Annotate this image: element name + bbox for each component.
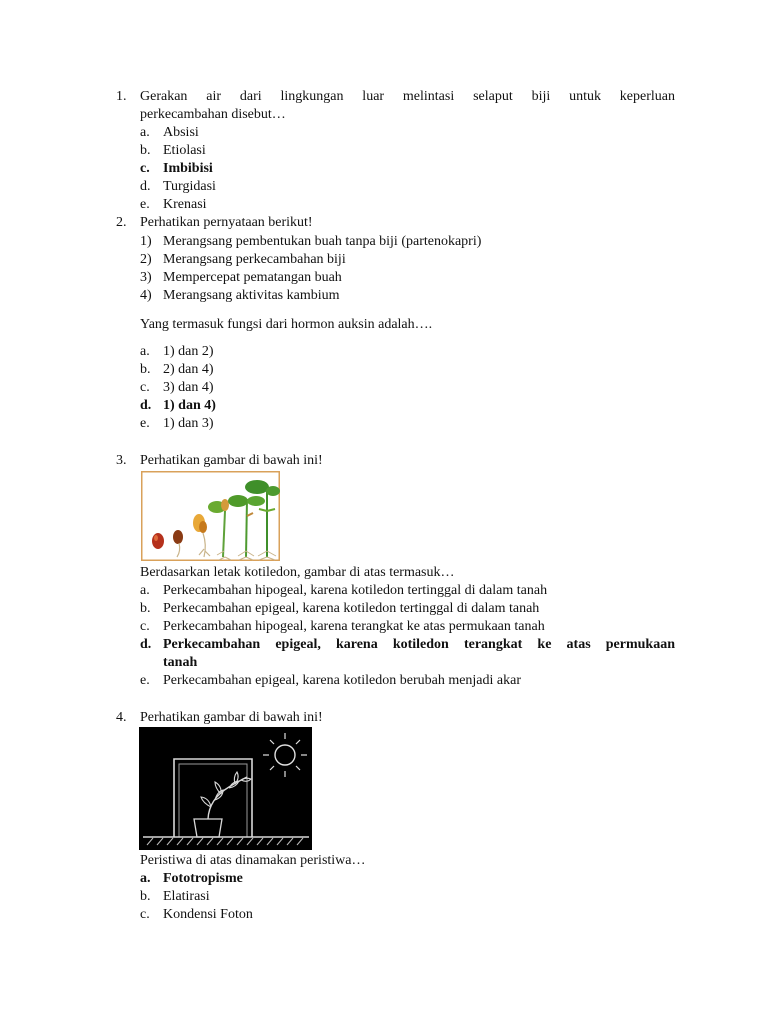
- q2-statement-1-mark: 1): [140, 234, 152, 249]
- q3-option-a: Perkecambahan hipogeal, karena kotiledon tertinggal di dalam tanah: [163, 583, 548, 598]
- q4-question: Peristiwa di atas dinamakan peristiwa…: [140, 853, 366, 868]
- seedling-stages-illustration: [141, 471, 280, 561]
- q3-option-c-mark: c.: [140, 619, 150, 634]
- phototropism-figure: [139, 727, 312, 850]
- q2-statement-1: Merangsang pembentukan buah tanpa biji (partenokapri): [163, 234, 482, 249]
- q1-number: 1.: [116, 89, 127, 104]
- q1-option-b-mark: b.: [140, 143, 151, 158]
- q4-option-b-mark: b.: [140, 889, 151, 904]
- q4-number: 4.: [116, 710, 127, 725]
- q3-stem: Perhatikan gambar di bawah ini!: [140, 453, 323, 468]
- q2-question: Yang termasuk fungsi dari hormon auksin adalah….: [140, 317, 433, 332]
- q3-option-d-mark: d.: [140, 637, 152, 652]
- q1-option-d-mark: d.: [140, 179, 151, 194]
- q2-number: 2.: [116, 215, 127, 230]
- q2-statement-4-mark: 4): [140, 288, 152, 303]
- plant-bending-to-sun-illustration: [139, 727, 312, 850]
- q1-option-a: Absisi: [163, 125, 199, 140]
- q1-option-c-answer: Imbibisi: [163, 161, 213, 176]
- q1-stem-line1: Gerakan air dari lingkungan luar melintasi selaput biji untuk keperluan: [140, 89, 675, 104]
- q2-stem: Perhatikan pernyataan berikut!: [140, 215, 313, 230]
- q2-option-e-mark: e.: [140, 416, 150, 431]
- q2-option-a-mark: a.: [140, 344, 150, 359]
- q3-option-e-mark: e.: [140, 673, 150, 688]
- q1-option-a-mark: a.: [140, 125, 150, 140]
- q4-option-a-mark: a.: [140, 871, 151, 886]
- q2-statement-2: Merangsang perkecambahan biji: [163, 252, 346, 267]
- q2-option-d-answer: 1) dan 4): [163, 398, 216, 413]
- q2-option-b: 2) dan 4): [163, 362, 214, 377]
- q2-option-b-mark: b.: [140, 362, 151, 377]
- q3-option-d-answer-cont: tanah: [163, 655, 198, 670]
- q3-number: 3.: [116, 453, 127, 468]
- q1-option-e: Krenasi: [163, 197, 207, 212]
- q2-statement-2-mark: 2): [140, 252, 152, 267]
- q2-statement-3-mark: 3): [140, 270, 152, 285]
- q4-option-c-mark: c.: [140, 907, 150, 922]
- q3-option-c: Perkecambahan hipogeal, karena terangkat ke atas permukaan tanah: [163, 619, 545, 634]
- q4-stem: Perhatikan gambar di bawah ini!: [140, 710, 323, 725]
- q2-option-e: 1) dan 3): [163, 416, 214, 431]
- q4-option-c: Kondensi Foton: [163, 907, 253, 922]
- q1-option-b: Etiolasi: [163, 143, 206, 158]
- q3-question: Berdasarkan letak kotiledon, gambar di atas termasuk…: [140, 565, 455, 580]
- q2-option-a: 1) dan 2): [163, 344, 214, 359]
- q3-option-b: Perkecambahan epigeal, karena kotiledon tertinggal di dalam tanah: [163, 601, 540, 616]
- q2-option-c: 3) dan 4): [163, 380, 214, 395]
- q1-option-d: Turgidasi: [163, 179, 216, 194]
- q2-option-c-mark: c.: [140, 380, 150, 395]
- q2-statement-4: Merangsang aktivitas kambium: [163, 288, 340, 303]
- q2-statement-3: Mempercepat pematangan buah: [163, 270, 342, 285]
- q1-option-e-mark: e.: [140, 197, 150, 212]
- q2-option-d-mark: d.: [140, 398, 152, 413]
- germination-figure: [141, 471, 280, 561]
- q1-stem-line2: perkecambahan disebut…: [140, 107, 286, 122]
- q3-option-d-answer: Perkecambahan epigeal, karena kotiledon terangkat ke atas permukaan: [163, 637, 675, 652]
- q4-option-a-answer: Fototropisme: [163, 871, 243, 886]
- q4-option-b: Elatirasi: [163, 889, 210, 904]
- q3-option-e: Perkecambahan epigeal, karena kotiledon berubah menjadi akar: [163, 673, 522, 688]
- q3-option-b-mark: b.: [140, 601, 151, 616]
- q1-option-c-mark: c.: [140, 161, 150, 176]
- q3-option-a-mark: a.: [140, 583, 150, 598]
